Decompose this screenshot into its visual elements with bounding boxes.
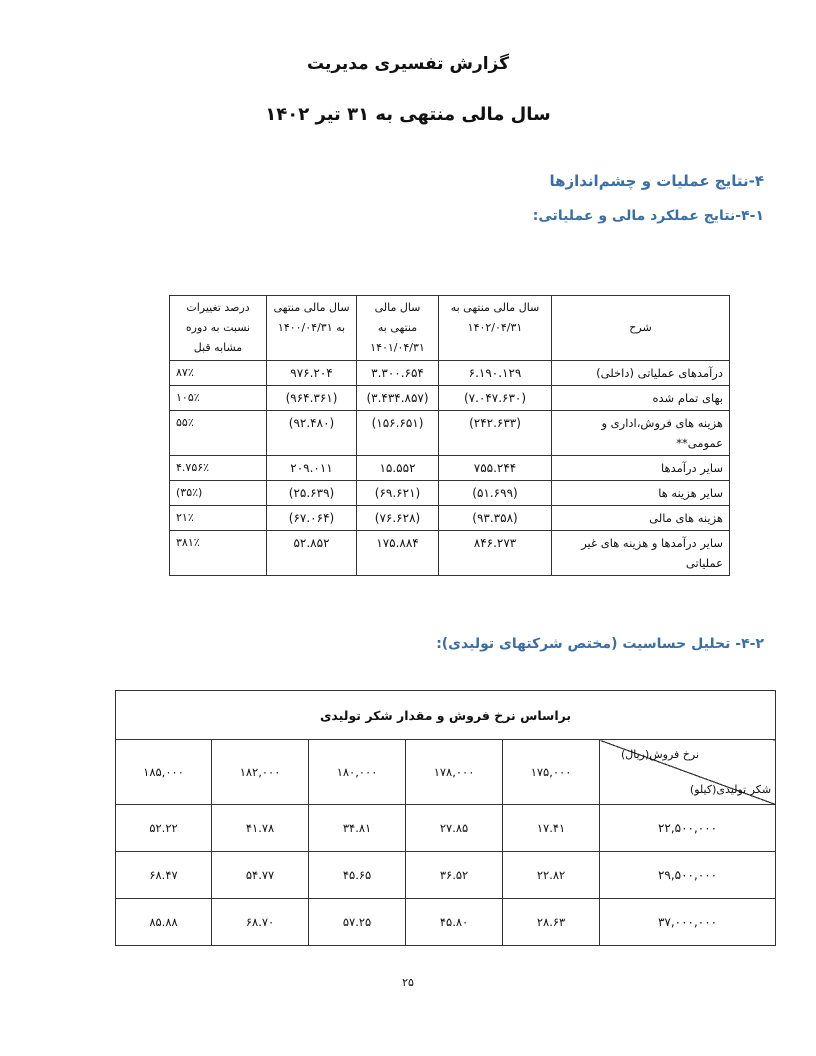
value-fy1401: (۷۶.۶۲۸) <box>357 506 439 531</box>
header-percent-change: درصد تغییرات نسبت به دوره مشابه قبل <box>170 296 267 361</box>
row-description: هزینه های مالی <box>552 506 730 531</box>
price-header: ۱۷۵,۰۰۰ <box>503 740 600 805</box>
quantity-label: ۲۹,۵۰۰,۰۰۰ <box>600 852 776 899</box>
report-title: گزارش تفسیری مدیریت <box>306 54 510 74</box>
value-fy1400: (۹۶۴.۳۶۱) <box>267 386 357 411</box>
price-header: ۱۸۵,۰۰۰ <box>116 740 212 805</box>
sensitivity-value: ۵۷.۲۵ <box>309 899 406 946</box>
table-row <box>116 805 776 852</box>
table-row <box>170 481 730 506</box>
header-fy1401: سال مالی منتهی به ۱۴۰۱/۰۴/۳۱ <box>357 296 439 361</box>
financial-performance-table <box>169 295 730 576</box>
row-description: درآمدهای عملیاتی (داخلی) <box>552 361 730 386</box>
value-fy1402: (۷.۰۴۷.۶۳۰) <box>439 386 552 411</box>
value-fy1401: (۱۵۶.۶۵۱) <box>357 411 439 456</box>
sensitivity-value: ۶۸.۷۰ <box>212 899 309 946</box>
sensitivity-value: ۴۵.۸۰ <box>406 899 503 946</box>
value-fy1402: (۹۳.۳۵۸) <box>439 506 552 531</box>
header-fy1402: سال مالی منتهی به ۱۴۰۲/۰۴/۳۱ <box>439 296 552 361</box>
sensitivity-value: ۸۵.۸۸ <box>116 899 212 946</box>
value-fy1401: (۶۹.۶۲۱) <box>357 481 439 506</box>
row-description: هزینه های فروش،اداری و عمومی** <box>552 411 730 456</box>
row-description: سایر هزینه ها <box>552 481 730 506</box>
sensitivity-value: ۳۶.۵۲ <box>406 852 503 899</box>
fiscal-year-title: سال مالی منتهی به ۳۱ تیر ۱۴۰۲ <box>265 104 551 125</box>
value-fy1401: ۱۷۵.۸۸۴ <box>357 531 439 576</box>
sensitivity-value: ۲۸.۶۳ <box>503 899 600 946</box>
table-row <box>170 361 730 386</box>
sugar-quantity-label: شکر تولیدی(کیلو) <box>689 783 772 796</box>
value-percent-change: (۳۵٪) <box>170 481 267 506</box>
value-percent-change: ۵۵٪ <box>170 411 267 456</box>
sensitivity-value: ۱۷.۴۱ <box>503 805 600 852</box>
value-fy1400: (۶۷.۰۶۴) <box>267 506 357 531</box>
value-fy1401: ۱۵.۵۵۲ <box>357 456 439 481</box>
value-fy1400: ۲۰۹.۰۱۱ <box>267 456 357 481</box>
sensitivity-value: ۳۴.۸۱ <box>309 805 406 852</box>
table-row <box>170 531 730 576</box>
price-header: ۱۸۰,۰۰۰ <box>309 740 406 805</box>
section-heading-results: ۴-نتایج عملیات و چشم‌اندازها <box>549 172 764 190</box>
price-header: ۱۷۸,۰۰۰ <box>406 740 503 805</box>
value-fy1400: (۹۲.۴۸۰) <box>267 411 357 456</box>
value-fy1402: (۲۴۲.۶۳۳) <box>439 411 552 456</box>
value-fy1400: ۹۷۶.۲۰۴ <box>267 361 357 386</box>
sensitivity-value: ۵۴.۷۷ <box>212 852 309 899</box>
sensitivity-value: ۵۲.۲۲ <box>116 805 212 852</box>
value-fy1400: ۵۲.۸۵۲ <box>267 531 357 576</box>
table-header-row <box>170 296 730 361</box>
value-percent-change: ۳۸۱٪ <box>170 531 267 576</box>
table-row <box>170 411 730 456</box>
header-description: شرح <box>552 296 730 361</box>
sensitivity-value: ۴۵.۶۵ <box>309 852 406 899</box>
page-number: ۲۵ <box>402 976 414 989</box>
sensitivity-value: ۴۱.۷۸ <box>212 805 309 852</box>
quantity-label: ۲۲,۵۰۰,۰۰۰ <box>600 805 776 852</box>
table-row <box>116 899 776 946</box>
sensitivity-table-caption: براساس نرخ فروش و مقدار شکر تولیدی <box>116 691 776 740</box>
value-fy1402: (۵۱.۶۹۹) <box>439 481 552 506</box>
sensitivity-analysis-table <box>115 690 776 946</box>
value-fy1402: ۸۴۶.۲۷۳ <box>439 531 552 576</box>
value-percent-change: ۸۷٪ <box>170 361 267 386</box>
row-description: بهای تمام شده <box>552 386 730 411</box>
diagonal-header-cell <box>600 740 776 805</box>
sales-price-label: نرخ فروش(ریال) <box>620 748 700 761</box>
value-fy1401: (۳.۴۳۴.۸۵۷) <box>357 386 439 411</box>
value-fy1402: ۶.۱۹۰.۱۲۹ <box>439 361 552 386</box>
table-row <box>116 852 776 899</box>
row-description: سایر درآمدها و هزینه های غیر عملیاتی <box>552 531 730 576</box>
section-heading-financial-performance: ۴-۱-نتایج عملکرد مالی و عملیاتی: <box>532 208 764 224</box>
table-row <box>170 456 730 481</box>
section-heading-sensitivity-analysis: ۴-۲- تحلیل حساسیت (مختص شرکتهای تولیدی): <box>436 636 764 652</box>
sensitivity-value: ۲۲.۸۲ <box>503 852 600 899</box>
value-fy1400: (۲۵.۶۳۹) <box>267 481 357 506</box>
table-row <box>170 386 730 411</box>
quantity-label: ۳۷,۰۰۰,۰۰۰ <box>600 899 776 946</box>
value-fy1401: ۳.۳۰۰.۶۵۴ <box>357 361 439 386</box>
header-fy1400: سال مالی منتهی به ۱۴۰۰/۰۴/۳۱ <box>267 296 357 361</box>
price-header: ۱۸۲,۰۰۰ <box>212 740 309 805</box>
value-percent-change: ۱۰۵٪ <box>170 386 267 411</box>
sensitivity-value: ۶۸.۴۷ <box>116 852 212 899</box>
row-description: سایر درآمدها <box>552 456 730 481</box>
value-percent-change: ۲۱٪ <box>170 506 267 531</box>
price-header-row <box>116 740 776 805</box>
sensitivity-value: ۲۷.۸۵ <box>406 805 503 852</box>
table-row <box>170 506 730 531</box>
value-percent-change: ۴.۷۵۶٪ <box>170 456 267 481</box>
value-fy1402: ۷۵۵.۲۴۴ <box>439 456 552 481</box>
